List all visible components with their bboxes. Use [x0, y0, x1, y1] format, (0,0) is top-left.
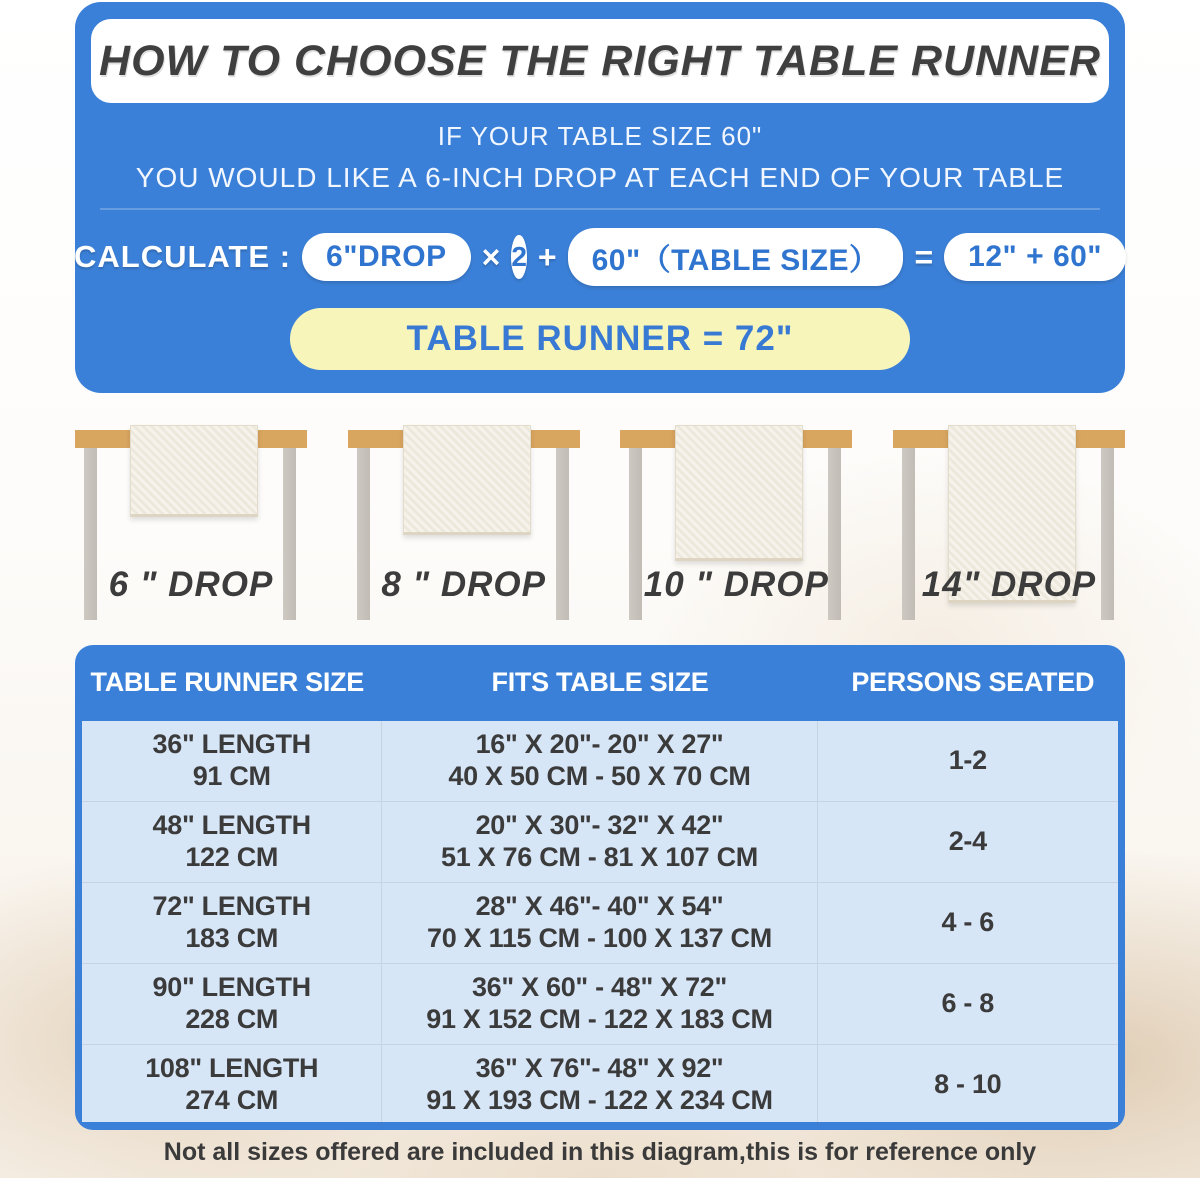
drop-label: 8 " DROP — [381, 565, 546, 604]
column-header-fits-table: FITS TABLE SIZE — [491, 667, 709, 698]
fits-inches: 20" X 30"- 32" X 42" — [475, 810, 724, 841]
table-row — [82, 721, 1118, 802]
fits-inches: 16" X 20"- 20" X 27" — [475, 729, 724, 760]
table-row — [82, 964, 1118, 1045]
sum-pill: 12" + 60" — [944, 233, 1126, 281]
runner-size-cell — [82, 721, 382, 801]
equals-sign: = — [914, 238, 934, 275]
table-illustration-6in — [75, 423, 307, 625]
fits-cm: 70 X 115 CM - 100 X 137 CM — [427, 923, 772, 953]
table-runner-cloth — [130, 425, 258, 517]
subtitle-line-1: IF YOUR TABLE SIZE 60" — [437, 121, 763, 151]
fits-cm: 91 X 193 CM - 122 X 234 CM — [426, 1085, 773, 1115]
fits-table-cell — [382, 964, 817, 1044]
multiply-sign: × — [481, 238, 501, 275]
runner-size-cm: 91 CM — [192, 761, 271, 791]
footnote: Not all sizes offered are included in this diagram,this is for reference only — [163, 1138, 1037, 1166]
title-box — [91, 19, 1109, 103]
fits-inches: 36" X 76"- 48" X 92" — [475, 1053, 724, 1084]
fits-table-cell — [382, 802, 817, 882]
table-size-pill: 60"（TABLE SIZE） — [568, 228, 904, 286]
size-chart-body — [82, 721, 1118, 1122]
runner-size-inches: 48" LENGTH — [152, 810, 311, 841]
fits-table-cell — [382, 883, 817, 963]
runner-size-cell — [82, 802, 382, 882]
runner-size-cm: 228 CM — [185, 1004, 279, 1034]
fits-cm: 40 X 50 CM - 50 X 70 CM — [448, 761, 751, 791]
drop-illustrations — [75, 423, 1125, 625]
persons-cell: 4 - 6 — [941, 907, 995, 938]
runner-size-inches: 72" LENGTH — [152, 891, 311, 922]
runner-size-inches: 36" LENGTH — [152, 729, 311, 760]
fits-inches: 36" X 60" - 48" X 72" — [471, 972, 728, 1003]
drop-value-pill: 6"DROP — [302, 233, 471, 281]
runner-size-cell — [82, 1045, 382, 1125]
result-pill: TABLE RUNNER = 72" — [290, 308, 910, 370]
table-row — [82, 883, 1118, 964]
persons-cell: 8 - 10 — [934, 1069, 1002, 1100]
column-header-persons: PERSONS SEATED — [851, 667, 1095, 698]
fits-cm: 51 X 76 CM - 81 X 107 CM — [441, 842, 758, 872]
fits-table-cell — [382, 721, 817, 801]
table-row — [82, 802, 1118, 883]
fits-cm: 91 X 152 CM - 122 X 183 CM — [426, 1004, 773, 1034]
table-illustration-10in — [620, 423, 852, 625]
runner-size-cm: 183 CM — [185, 923, 279, 953]
column-header-runner-size: TABLE RUNNER SIZE — [90, 667, 364, 698]
size-chart — [75, 645, 1125, 1130]
runner-size-cm: 122 CM — [185, 842, 279, 872]
page-title: HOW TO CHOOSE THE RIGHT TABLE RUNNER — [99, 36, 1101, 85]
banner-divider — [100, 208, 1100, 210]
calculate-label: CALCULATE : — [73, 239, 292, 274]
persons-cell: 2-4 — [948, 826, 987, 857]
persons-cell: 1-2 — [948, 745, 987, 776]
header-banner — [75, 2, 1125, 393]
runner-size-cell — [82, 964, 382, 1044]
subtitle-line-2: YOU WOULD LIKE A 6-INCH DROP AT EACH END OF YOUR TABLE — [135, 162, 1065, 193]
multiplier-circle: 2 — [511, 235, 527, 279]
runner-size-inches: 108" LENGTH — [145, 1053, 319, 1084]
fits-inches: 28" X 46"- 40" X 54" — [475, 891, 724, 922]
table-illustration-14in — [893, 423, 1125, 625]
size-chart-header — [75, 645, 1125, 721]
table-illustration-8in — [348, 423, 580, 625]
calculation-row — [75, 228, 1125, 286]
table-row — [82, 1045, 1118, 1125]
fits-table-cell — [382, 1045, 817, 1125]
drop-label: 6 " DROP — [108, 565, 274, 604]
persons-cell: 6 - 8 — [941, 988, 995, 1019]
table-runner-cloth — [675, 425, 803, 561]
drop-label: 14" DROP — [921, 565, 1097, 604]
drop-label: 10 " DROP — [643, 565, 829, 604]
runner-size-cm: 274 CM — [185, 1085, 279, 1115]
plus-sign: + — [537, 238, 557, 275]
table-runner-cloth — [403, 425, 531, 535]
runner-size-inches: 90" LENGTH — [152, 972, 311, 1003]
runner-size-cell — [82, 883, 382, 963]
